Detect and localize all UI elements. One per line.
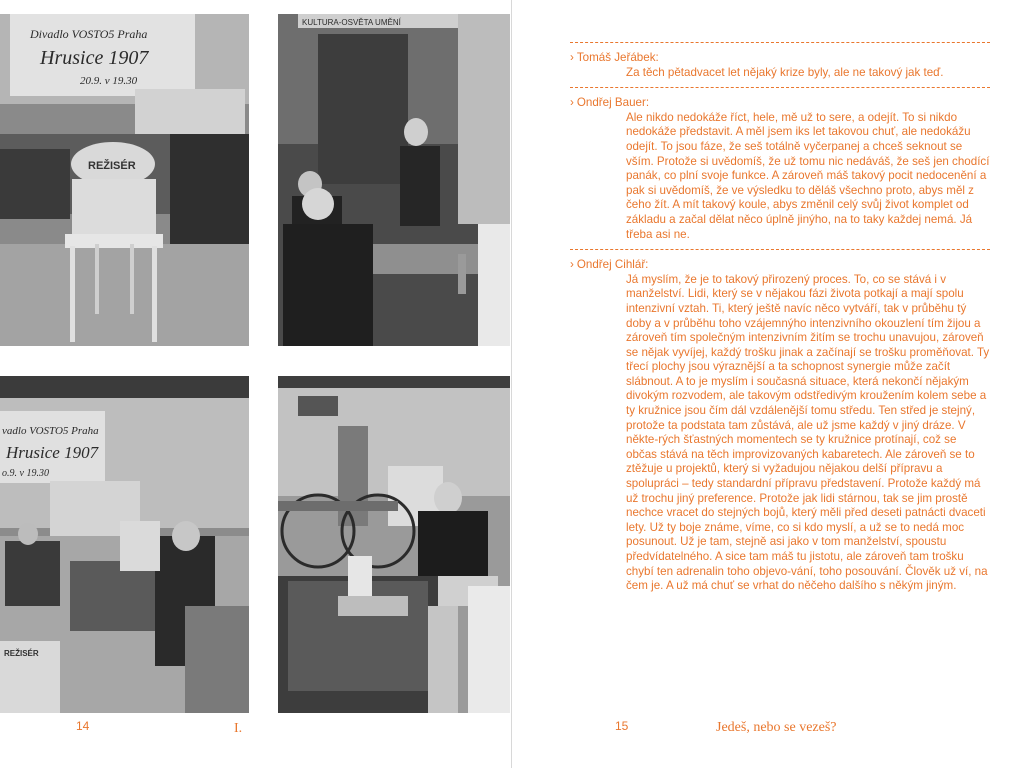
running-title: Jedeš, nebo se vezeš? bbox=[716, 720, 837, 735]
photo-man-seated-by-table-image bbox=[278, 376, 510, 713]
photo-man-seated-by-table bbox=[278, 376, 510, 713]
photo-team-at-tables-image bbox=[0, 376, 249, 713]
speaker-label: Ondřej Bauer: bbox=[576, 96, 650, 110]
chair-sign-2: REŽISÉR bbox=[4, 649, 39, 658]
speech-text: Za těch pětadvacet let nějaký krize byly, ale ne takový jak teď. bbox=[626, 65, 944, 79]
interview-text-column bbox=[570, 42, 990, 601]
banner-line-3: 20.9. v 19.30 bbox=[80, 75, 138, 87]
speaker-name bbox=[570, 96, 990, 111]
speaker-label: Tomáš Jeřábek: bbox=[576, 51, 659, 64]
entry-ondrej-bauer bbox=[570, 88, 990, 249]
arrow-icon: › bbox=[570, 258, 574, 272]
speech-text: Já myslím, že je to takový přirozený proces. To, co se stává i v manželství. Lidi, který se v nějakou fázi života potkají a mají spolu intenzivní vztah. Ti, který ještě navíc něco vytváří, tak v průběhu tý doby a v průběhu toho vzájemnýho intenzivního okouzlení tím žijou a zároveň tím společným intenzivním žitím se trochu unavujou, zároveň se nějak vyvíjej, každý trošku jinak a začínají se trošku proměňovat. Ty třecí plochy jsou výraznější a ta schopnost synergie může začít slábnout. A to je myslím i současná situace, která nekončí nějakým divokým rozvodem, ale takovým odstředivým kroužením kolem sebe a ty kružnice jsou čím dál vzdálenější tomu středu. Ten střed je stejný, protože ta podstata tam zůstává, ale už jsme každý v jiný dráze. V někte-rých šťastných momentech se ty kružnice protínají, což se občas stává na těch improvizovaných kabaretech. Ale zároveň se to ztěžuje u projektů, který si vyžadujou nějakou delší přípravu a spolupráci – tedy standardní přípravu představení. Protože každý má už trochu jiný preference. Protože jak lidi stárnou, tak se jim prostě nechce vracet do stejných bojů, který měli před deseti patnácti dvaceti lety. Už ty boje známe, víme, co si kdo myslí, a už se to nedá moc posunout. Už je tam, stejně asi jako v tom manželství, spoustu předvídatelného. A sice tam máš tu jistotu, ale zároveň tam trošku chybí ten adrenalin toho objevo-vání, toho posouvání. Člověk už ví, na čem je. A už má chuť se vrhat do něčeho dalšího s někým jiným. bbox=[626, 272, 990, 593]
speech-text: Ale nikdo nedokáže říct, hele, mě už to sere, a odejít. To si nikdo nedokáže představit. A měl jsem iks let takovou chuť, ale nedokážu odejít. To jsou fáze, že seš totálně vyčerpanej a chceš seknout se vším. Protože si uvědomíš, že už tomu nic nedáváš, že seš jen chodící panák, co plní svoje funkce. A zároveň máš takový pocit nedocenění a pak si uvědomíš, že ve výsledku to děláš všechno proto, abys měl z čeho žít. A mít takový koule, abys změnil celý svůj život komplet od základu a začal dělat něco úplně jinýho, na to taky každej nemá. Já třeba asi ne. bbox=[626, 110, 990, 241]
speaker-name bbox=[570, 51, 990, 66]
banner2-line-3: o.9. v 19.30 bbox=[2, 468, 49, 479]
left-page-number: 14 bbox=[76, 719, 90, 733]
photo-team-at-tables bbox=[0, 376, 249, 713]
photo-rehearsal-room-chair bbox=[0, 14, 249, 346]
arrow-icon: › bbox=[570, 96, 574, 110]
photo-men-sitting-sofa bbox=[278, 14, 510, 346]
speaker-label: Ondřej Cihlář: bbox=[576, 258, 649, 272]
arrow-icon: › bbox=[570, 51, 574, 64]
chair-sign: REŽISÉR bbox=[88, 160, 136, 172]
photo-rehearsal-room-chair-image bbox=[0, 14, 249, 346]
banner2-line-2: Hrusice 1907 bbox=[6, 443, 99, 462]
wall-sign: KULTURA-OSVĚTA UMĚNÍ bbox=[302, 18, 401, 27]
banner2-line-1: vadlo VOSTO5 Praha bbox=[2, 425, 99, 437]
entry-ondrej-cihlar bbox=[570, 250, 990, 601]
entry-tomas-jerabek bbox=[570, 43, 990, 87]
banner-line-1: Divadlo VOSTO5 Praha bbox=[30, 27, 148, 41]
right-page-number: 15 bbox=[615, 719, 629, 733]
section-mark: I. bbox=[234, 721, 243, 736]
banner-line-2: Hrusice 1907 bbox=[40, 47, 149, 69]
photo-men-sitting-sofa-image bbox=[278, 14, 510, 346]
speaker-name bbox=[570, 258, 990, 273]
